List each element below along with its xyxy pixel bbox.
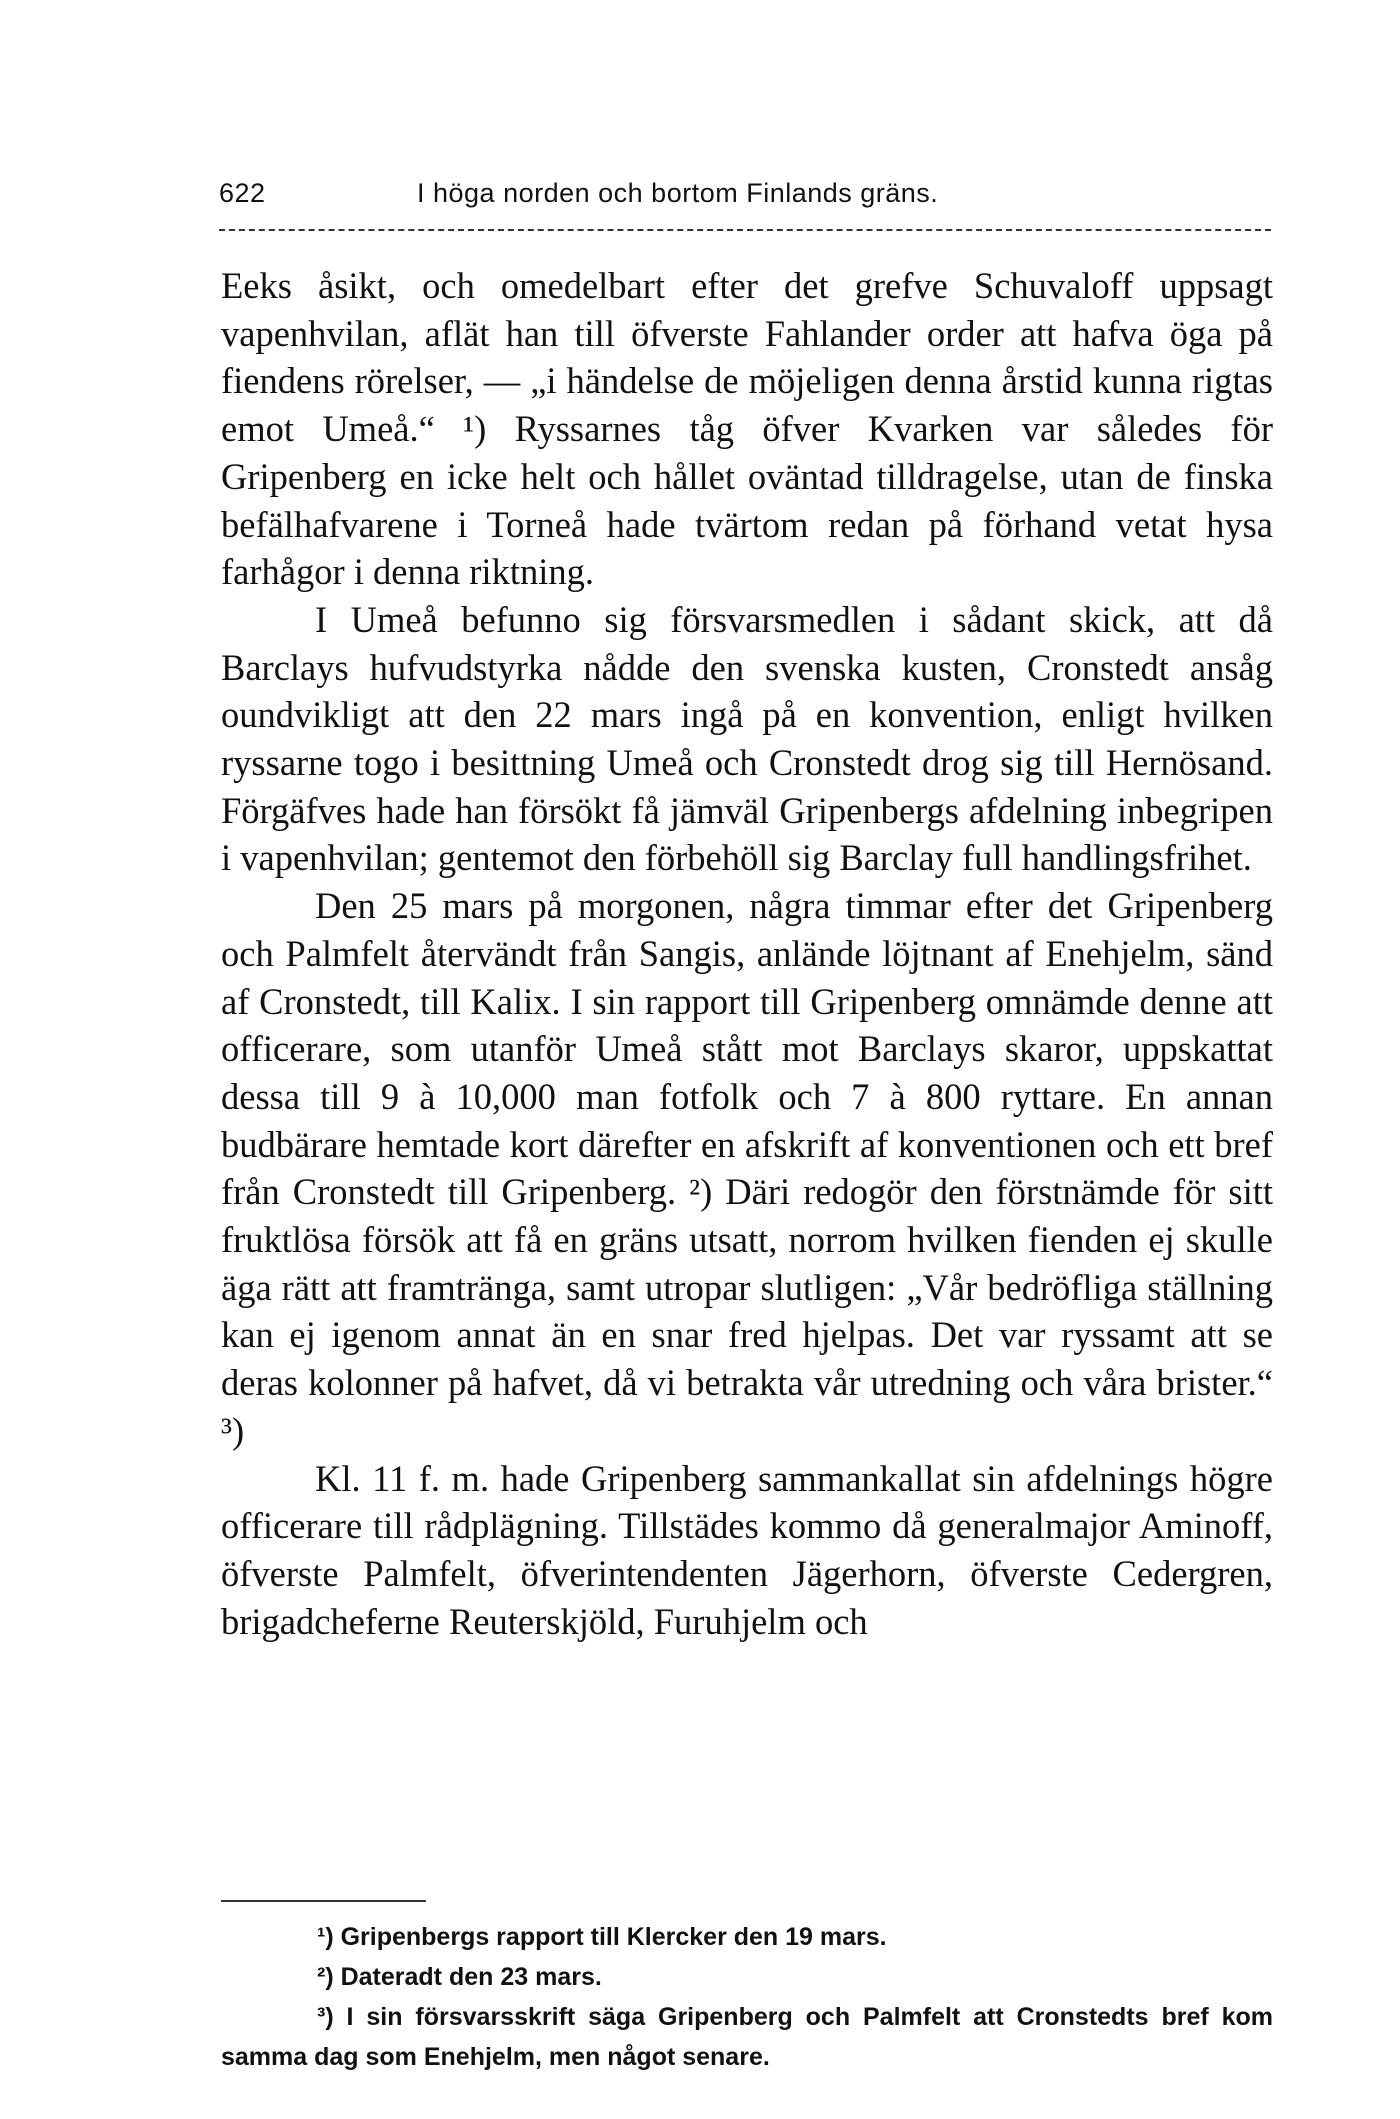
footnotes [221,1917,1273,2077]
header-rule [219,229,1271,231]
running-head [219,178,1271,218]
footnote-rule [221,1900,426,1902]
paragraph: Den 25 mars på morgonen, några timmar efter det Gripenberg och Palmfelt återvändt från Sangis, anlände löjtnant af Enehjelm, sänd af Cronstedt, till Kalix. I sin rapport till Gripenberg omnämde denne att officerare, som utanför Umeå stått mot Barclays skaror, uppskattat dessa till 9 à 10,000 man fotfolk och 7 à 800 ryttare. En annan budbärare hemtade kort därefter en afskrift af konventionen och ett bref från Cronstedt till Gripenberg. ²) Däri redogör den förstnämde för sitt fruktlösa försök att få en gräns utsatt, norrom hvilken fienden ej skulle äga rätt att framtränga, samt utropar slutligen: „Vår bedröfliga ställning kan ej igenom annat än en snar fred hjelpas. Det var ryssamt att se deras kolonner på hafvet, då vi betrakta vår utredning och våra brister.“ ³) [221,885,1273,1451]
footnote: ²) Dateradt den 23 mars. [317,1963,602,1991]
page-number: 622 [219,178,266,208]
running-title: I höga norden och bortom Finlands gräns. [417,178,939,208]
paragraph: I Umeå befunno sig försvarsmedlen i sådant skick, att då Barclays hufvudstyrka nådde den svenska kusten, Cronstedt ansåg oundvikligt att den 22 mars ingå på en konvention, enligt hvilken ryssarne togo i besittning Umeå och Cronstedt drog sig till Hernösand. Förgäfves hade han försökt få jämväl Gripenbergs afdelning inbegripen i vapenhvilan; gentemot den förbehöll sig Barclay full handlingsfrihet. [221,598,1273,879]
paragraph: Kl. 11 f. m. hade Gripenberg sammankallat sin afdelnings högre officerare till rådplägning. Tillstädes kommo då generalmajor Aminoff, öfverste Palmfelt, öfverintendenten Jägerhorn, öfverste Cedergren, brigadcheferne Reuterskjöld, Furuhjelm och [221,1457,1273,1642]
body-text [221,262,1273,1645]
footnote: ³) I sin försvarsskrift säga Gripenberg och Palmfelt att Cronstedts bref kom samma dag som Enehjelm, men något senare. [221,2003,1273,2071]
paragraph: Eeks åsikt, och omedelbart efter det grefve Schuvaloff uppsagt vapenhvilan, aflät han till öfverste Fahlander order att hafva öga på fiendens rörelser, — „i händelse de möjeligen denna årstid kunna rigtas emot Umeå.“ ¹) Ryssarnes tåg öfver Kvarken var således för Gripenberg en icke helt och hållet oväntad tilldragelse, utan de finska befälhafvarene i Torneå hade tvärtom redan på förhand vetat hysa farhågor i denna riktning. [221,265,1273,593]
footnote: ¹) Gripenbergs rapport till Klercker den 19 mars. [317,1923,887,1951]
